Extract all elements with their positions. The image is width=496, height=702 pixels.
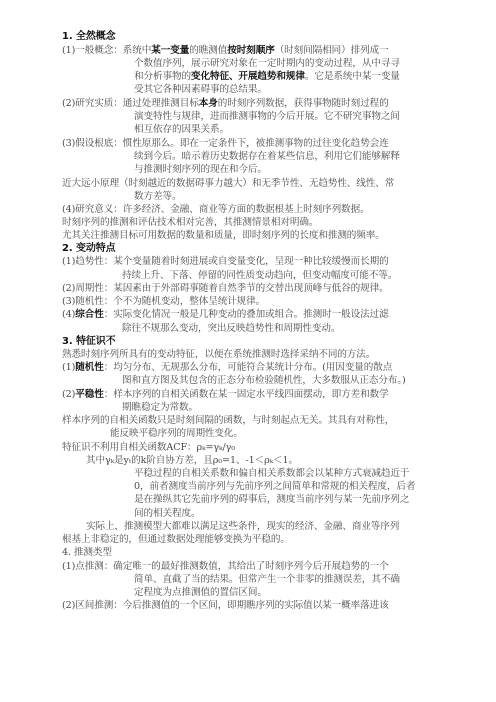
paragraph-line: 间的相关程度。 (134, 508, 201, 519)
paragraph-line: 实际上，推测模型大都难以满足这些条件，现实的经济、金融、商业等序列 (86, 521, 400, 532)
paragraph-line: 是在操纵其它先前序列的碍事后，测度当前序列与某一先前序列之 (134, 494, 410, 505)
acf-formula-line: 特征识不利用自相关函数ACF：ρₖ=γₖ/γ₀ (62, 442, 235, 453)
paragraph-line: (2)平稳性：样本序列的自相关函数在某一固定水平线四面摆动，即方差和数学 (62, 389, 389, 400)
paragraph-line: 根基上非稳定的，但通过数据处理能够变换为平稳的。 (62, 534, 290, 545)
section-4-title: 4. 推测类型 (62, 547, 112, 558)
paragraph-line: 除往不规那么变动，突出反映趋势性和周期性变动。 (122, 323, 341, 334)
paragraph-line: 0，前者测度当前序列与先前序列之间简单和常规的相关程度，后者 (134, 481, 416, 492)
paragraph-line: (4)研究意义：许多经济、金融、商业等方面的数据根基上时刻序列数据。 (62, 204, 370, 215)
paragraph-line: (1)一般概念：系统中某一变量的瞧测值按时刻顺序（时刻间隔相同）排列成一 (62, 45, 389, 56)
paragraph-line: 其中γₖ是yₜ的k阶自协方差，且ρ₀=1、-1＜ρₖ＜1。 (86, 455, 299, 466)
section-2-title: 2. 变动特点 (62, 243, 116, 254)
paragraph-line: (1)点推测：确定唯一的最好推测数值，其给出了时刻序列今后开展趋势的一个 (62, 561, 389, 572)
paragraph-line: 熟悉时刻序列所具有的变动特征，以便在系统推测时选择采纳不同的方法。 (62, 349, 376, 360)
paragraph-line: (1)随机性：均匀分布、无规那么分布，可能符合某统计分布。(用因变量的散点 (62, 362, 393, 373)
paragraph-line: 样本序列的自相关函数只是时刻间隔的函数，与时刻起点无关。其具有对称性， (62, 415, 395, 426)
paragraph-line: 个数值序列，展示研究对象在一定时期内的变动过程，从中寻寻 (134, 58, 400, 69)
paragraph-line: 近大远小原理（时刻越近的数据碍事力越大）和无季节性、无趋势性、线性、常 (62, 178, 395, 189)
paragraph-line: 定程度为点推测值的置信区间。 (134, 587, 267, 598)
paragraph-line: (3)随机性：个不为随机变动，整体呈统计规律。 (62, 296, 266, 307)
paragraph-line: 续到今后。暗示着历史数据存在着某些信息，利用它们能够解释 (134, 151, 400, 162)
paragraph-line: 平稳过程的自相关系数和偏自相关系数都会以某种方式衰减趋近于 (134, 468, 410, 479)
paragraph-line: (4)综合性：实际变化情况一般是几种变动的叠加或组合。推测时一般设法过滤 (62, 309, 389, 320)
paragraph-line: (2)周期性：某因素由于外部碍事随着自然季节的交替出现顶峰与低谷的规律。 (62, 283, 389, 294)
paragraph-line: 期瞧稳定为常数。 (122, 402, 198, 413)
paragraph-line: 尤其关注推测目标可用数据的数量和质量，即时刻序列的长度和推测的频率。 (62, 230, 385, 241)
paragraph-line: 受其它各种因素碍事的总结果。 (134, 84, 267, 95)
paragraph-line: 与推测时刻序列的现在和今后。 (134, 164, 267, 175)
section-1-title: 1. 全然概念 (62, 31, 116, 42)
paragraph-line: (1)趋势性：某个变量随着时刻进展或自变量变化，呈现一种比较缓慢而长期的 (62, 256, 389, 267)
paragraph-line: 图和直方图及其包含的正态分布检验随机性，大多数服从正态分布。) (122, 375, 406, 386)
paragraph-line: 持续上升、下落、停留的同性质变动趋向，但变动幅度可能不等。 (122, 270, 398, 281)
paragraph-line: (2)研究实质：通过处理推测目标本身的时刻序列数据，获得事物随时刻过程的 (62, 98, 389, 109)
paragraph-line: 相互依存的因果关系。 (134, 124, 229, 135)
paragraph-line: 和分析事物的变化特征、开展趋势和规律。它是系统中某一变量 (134, 71, 400, 82)
paragraph-line: (2)区间推测：今后推测值的一个区间，即期瞧序列的实际值以某一概率落进该 (62, 600, 389, 611)
paragraph-line: 时刻序列的推测和评估技术相对完善，其推测情景相对明确。 (62, 217, 319, 228)
paragraph-line: 简单、直截了当的结果。但常产生一个非零的推测误差，其不确 (134, 574, 400, 585)
section-3-title: 3. 特征识不 (62, 336, 116, 347)
paragraph-line: (3)假设根底：惯性原那么。即在一定条件下，被推测事物的过往变化趋势会连 (62, 138, 389, 149)
paragraph-line: 数方差等。 (134, 191, 182, 202)
paragraph-line: 演变特性与规律，进而推测事物的今后开展。它不研究事物之间 (134, 111, 400, 122)
paragraph-line: 能反映平稳序列的周期性变化。 (110, 428, 243, 439)
